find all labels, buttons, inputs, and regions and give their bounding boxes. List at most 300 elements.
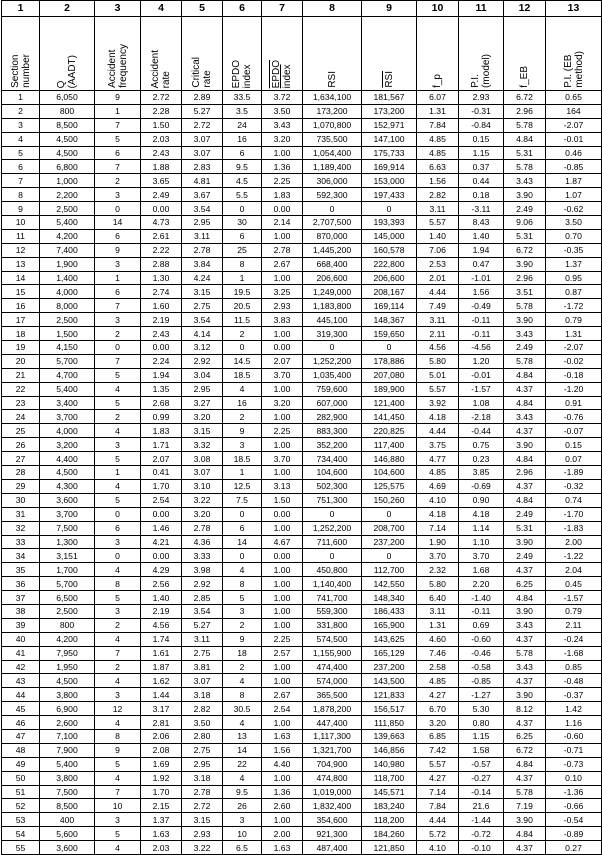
table-cell: 1.07 — [546, 188, 602, 202]
table-cell: 5.57 — [417, 757, 459, 771]
table-row — [2, 702, 602, 716]
table-cell: 1.42 — [546, 702, 602, 716]
table-cell: 237,200 — [362, 535, 417, 549]
header-rsi: RSI — [303, 17, 362, 91]
table-cell: 5 — [2, 146, 40, 160]
table-cell: 2.85 — [182, 591, 223, 605]
table-cell: 10 — [2, 216, 40, 230]
table-cell: 1.36 — [262, 785, 303, 799]
table-cell: 0.00 — [262, 341, 303, 355]
table-cell: 883,300 — [303, 424, 362, 438]
table-cell: 365,500 — [303, 688, 362, 702]
table-cell: 1.70 — [141, 479, 182, 493]
table-cell: 474,800 — [303, 771, 362, 785]
table-cell: 1.60 — [141, 299, 182, 313]
table-row — [2, 313, 602, 327]
table-cell: 147,100 — [362, 132, 417, 146]
table-cell: 0.74 — [546, 493, 602, 507]
table-cell: 2.49 — [504, 202, 546, 216]
table-cell: 37 — [2, 591, 40, 605]
table-cell: 1.40 — [417, 229, 459, 243]
table-row — [2, 188, 602, 202]
table-cell: -0.89 — [546, 827, 602, 841]
table-cell: 0.37 — [459, 160, 504, 174]
table-cell: 9 — [223, 632, 262, 646]
table-cell: 3.27 — [182, 396, 223, 410]
table-cell: 23 — [2, 396, 40, 410]
table-cell: -0.49 — [459, 299, 504, 313]
table-cell: 4,700 — [40, 368, 95, 382]
table-cell: 3 — [95, 438, 141, 452]
table-cell: 6 — [223, 521, 262, 535]
table-cell: 2.56 — [141, 577, 182, 591]
table-cell: 1,019,000 — [303, 785, 362, 799]
table-cell: 189,900 — [362, 382, 417, 396]
table-cell: 11 — [2, 229, 40, 243]
table-cell: 3.11 — [182, 229, 223, 243]
table-cell: 2.43 — [141, 327, 182, 341]
table-cell: -1.01 — [459, 271, 504, 285]
table-cell: 2.75 — [182, 743, 223, 757]
table-cell: 4.56 — [141, 618, 182, 632]
table-cell: -0.02 — [546, 354, 602, 368]
table-row — [2, 202, 602, 216]
table-cell: 11.5 — [223, 313, 262, 327]
table-cell: 33.5 — [223, 91, 262, 105]
table-cell: 0 — [223, 341, 262, 355]
table-cell: 3.84 — [182, 257, 223, 271]
table-cell: 1,634,100 — [303, 91, 362, 105]
table-cell: 33 — [2, 535, 40, 549]
header-pi-model: P.I. (model) — [459, 17, 504, 91]
table-cell: 1.00 — [262, 591, 303, 605]
table-cell: 3.11 — [417, 604, 459, 618]
table-cell: 6 — [95, 285, 141, 299]
table-cell: -0.60 — [459, 632, 504, 646]
table-cell: 2.75 — [182, 299, 223, 313]
table-cell: 112,700 — [362, 563, 417, 577]
table-cell: 7.46 — [417, 646, 459, 660]
table-cell: 5.57 — [417, 382, 459, 396]
table-cell: 1.56 — [459, 285, 504, 299]
table-cell: 6 — [2, 160, 40, 174]
table-cell: 5.78 — [504, 160, 546, 174]
table-cell: 9 — [95, 243, 141, 257]
table-cell: 3.72 — [262, 91, 303, 105]
table-cell: 55 — [2, 841, 40, 855]
table-cell: 3.67 — [182, 188, 223, 202]
table-row — [2, 424, 602, 438]
table-cell: 8 — [95, 729, 141, 743]
table-cell: 3 — [223, 604, 262, 618]
table-row — [2, 771, 602, 785]
table-cell: 183,240 — [362, 799, 417, 813]
table-cell: 5.78 — [504, 646, 546, 660]
table-cell: -1.89 — [546, 466, 602, 480]
table-cell: 4.60 — [417, 632, 459, 646]
table-cell: 46 — [2, 716, 40, 730]
table-cell: 1,054,400 — [303, 146, 362, 160]
table-cell: 24 — [223, 118, 262, 132]
table-cell: -0.66 — [546, 799, 602, 813]
table-cell: 6,050 — [40, 91, 95, 105]
table-cell: 207,080 — [362, 368, 417, 382]
table-cell: 3.43 — [262, 118, 303, 132]
table-cell: 502,300 — [303, 479, 362, 493]
table-cell: 2.25 — [262, 424, 303, 438]
table-cell: 6,800 — [40, 160, 95, 174]
table-cell: 4,000 — [40, 285, 95, 299]
table-cell: 3.83 — [262, 313, 303, 327]
table-row — [2, 785, 602, 799]
table-cell: 4.14 — [182, 327, 223, 341]
table-cell: 22 — [223, 757, 262, 771]
table-row — [2, 382, 602, 396]
table-cell: 592,300 — [303, 188, 362, 202]
table-cell: 1,500 — [40, 327, 95, 341]
table-cell: 2,500 — [40, 202, 95, 216]
table-cell: 4,200 — [40, 632, 95, 646]
table-cell: 9 — [223, 424, 262, 438]
table-cell: 1.58 — [459, 743, 504, 757]
table-cell: 6.72 — [504, 743, 546, 757]
table-cell: 10 — [223, 827, 262, 841]
table-cell: 3.90 — [504, 438, 546, 452]
table-cell: 5 — [95, 493, 141, 507]
table-cell: 4.27 — [417, 688, 459, 702]
table-cell: 0 — [303, 341, 362, 355]
table-cell: 0.00 — [141, 507, 182, 521]
table-cell: -0.84 — [459, 118, 504, 132]
table-cell: 2.06 — [141, 729, 182, 743]
table-cell: 4.37 — [504, 716, 546, 730]
table-cell: 2 — [2, 104, 40, 118]
table-cell: 2.11 — [417, 327, 459, 341]
table-cell: 4.29 — [141, 563, 182, 577]
table-row — [2, 257, 602, 271]
table-row — [2, 216, 602, 230]
table-cell: 3 — [2, 118, 40, 132]
table-cell: 18 — [2, 327, 40, 341]
table-cell: 4,500 — [40, 146, 95, 160]
table-cell: 282,900 — [303, 410, 362, 424]
table-cell: 142,550 — [362, 577, 417, 591]
table-cell: 4 — [95, 632, 141, 646]
table-cell: 4.85 — [417, 146, 459, 160]
table-cell: 1 — [95, 104, 141, 118]
table-cell: 3.50 — [546, 216, 602, 230]
table-cell: 9 — [95, 91, 141, 105]
table-cell: -0.10 — [459, 841, 504, 855]
table-cell: 3 — [223, 813, 262, 827]
table-cell: -0.18 — [546, 368, 602, 382]
table-cell: 5 — [95, 368, 141, 382]
table-row — [2, 577, 602, 591]
table-cell: 8.43 — [459, 216, 504, 230]
table-cell: 2,600 — [40, 716, 95, 730]
table-cell: 9 — [95, 743, 141, 757]
header-fp: f_p — [417, 17, 459, 91]
table-cell: 5.80 — [417, 577, 459, 591]
table-cell: 45 — [2, 702, 40, 716]
table-cell: 0.47 — [459, 257, 504, 271]
table-cell: 19.5 — [223, 285, 262, 299]
table-cell: 143,500 — [362, 674, 417, 688]
table-cell: 6 — [95, 146, 141, 160]
table-cell: 4.67 — [262, 535, 303, 549]
table-cell: 4 — [95, 841, 141, 855]
table-cell: 0.46 — [546, 146, 602, 160]
table-cell: 2.92 — [182, 354, 223, 368]
table-cell: 487,400 — [303, 841, 362, 855]
table-row — [2, 563, 602, 577]
table-cell: 3.43 — [504, 327, 546, 341]
table-cell: 4.18 — [459, 507, 504, 521]
table-cell: 3.10 — [182, 479, 223, 493]
table-cell: 35 — [2, 563, 40, 577]
table-cell: -0.07 — [546, 424, 602, 438]
table-cell: 2.07 — [262, 354, 303, 368]
table-cell: 1,140,400 — [303, 577, 362, 591]
table-cell: 7.84 — [417, 799, 459, 813]
table-cell: 7.84 — [417, 118, 459, 132]
table-cell: 1 — [223, 466, 262, 480]
table-cell: 5 — [95, 396, 141, 410]
table-cell: 1 — [2, 91, 40, 105]
table-cell: 3.07 — [182, 146, 223, 160]
table-cell: 1.63 — [141, 827, 182, 841]
table-cell: 0.07 — [546, 452, 602, 466]
header-pi-eb-method: P.I. (EB method) — [546, 17, 602, 91]
table-cell: 3.07 — [182, 466, 223, 480]
table-cell: 0 — [95, 202, 141, 216]
table-cell: -0.37 — [546, 688, 602, 702]
table-cell: 2.96 — [504, 271, 546, 285]
table-cell: 3.92 — [417, 396, 459, 410]
header-feb: f_EB — [504, 17, 546, 91]
table-cell: 24 — [2, 410, 40, 424]
table-cell: 4.84 — [504, 757, 546, 771]
table-cell: 1.00 — [262, 577, 303, 591]
table-cell: -4.56 — [459, 341, 504, 355]
table-cell: 2 — [95, 327, 141, 341]
table-cell: 173,200 — [303, 104, 362, 118]
table-cell: 0.80 — [459, 716, 504, 730]
table-cell: 6.70 — [417, 702, 459, 716]
table-cell: 5.27 — [182, 618, 223, 632]
table-cell: 20.5 — [223, 299, 262, 313]
table-cell: 152,971 — [362, 118, 417, 132]
table-cell: 125,575 — [362, 479, 417, 493]
table-row — [2, 479, 602, 493]
table-cell: 7,500 — [40, 785, 95, 799]
table-cell: 1.50 — [262, 493, 303, 507]
table-cell: 169,914 — [362, 160, 417, 174]
table-row — [2, 493, 602, 507]
table-cell: 3,700 — [40, 410, 95, 424]
table-cell: 7,400 — [40, 243, 95, 257]
table-cell: 1,700 — [40, 563, 95, 577]
table-cell: 1.00 — [262, 410, 303, 424]
table-cell: 1.00 — [262, 438, 303, 452]
table-cell: 2.58 — [417, 660, 459, 674]
table-cell: 6 — [95, 229, 141, 243]
table-cell: 3.43 — [504, 410, 546, 424]
table-cell: 1,000 — [40, 174, 95, 188]
table-cell: 3.15 — [182, 813, 223, 827]
table-cell: 206,600 — [303, 271, 362, 285]
header-accident-frequency: Accident frequency — [95, 17, 141, 91]
table-body — [2, 91, 602, 855]
table-cell: 3.20 — [417, 716, 459, 730]
table-cell: 8 — [223, 577, 262, 591]
table-cell: 1.83 — [262, 188, 303, 202]
table-cell: 3.20 — [262, 132, 303, 146]
table-cell: 47 — [2, 729, 40, 743]
table-cell: 146,856 — [362, 743, 417, 757]
table-cell: 42 — [2, 660, 40, 674]
table-cell: 1.20 — [459, 354, 504, 368]
table-cell: 0 — [362, 341, 417, 355]
table-cell: 121,850 — [362, 841, 417, 855]
column-number: 10 — [417, 1, 459, 17]
table-cell: 0.45 — [546, 577, 602, 591]
table-cell: 2.49 — [504, 549, 546, 563]
table-cell: -1.72 — [546, 299, 602, 313]
table-cell: 49 — [2, 757, 40, 771]
table-cell: 8 — [223, 688, 262, 702]
table-cell: -0.32 — [546, 479, 602, 493]
table-cell: 44 — [2, 688, 40, 702]
table-cell: 1,300 — [40, 535, 95, 549]
column-number: 5 — [182, 1, 223, 17]
table-cell: 1.56 — [417, 174, 459, 188]
table-cell: 6.07 — [417, 91, 459, 105]
table-cell: 0.69 — [459, 618, 504, 632]
table-cell: 4.84 — [504, 493, 546, 507]
table-cell: 153,000 — [362, 174, 417, 188]
table-cell: 3.25 — [262, 285, 303, 299]
table-cell: 21 — [2, 368, 40, 382]
table-cell: 1.14 — [459, 521, 504, 535]
table-cell: 0.41 — [141, 466, 182, 480]
table-cell: 2.81 — [141, 716, 182, 730]
table-cell: -0.31 — [459, 104, 504, 118]
table-cell: 1.90 — [417, 535, 459, 549]
table-cell: 3.43 — [504, 174, 546, 188]
table-cell: -1.20 — [546, 382, 602, 396]
table-cell: 1.36 — [262, 160, 303, 174]
table-cell: 1.62 — [141, 674, 182, 688]
table-cell: 2.54 — [141, 493, 182, 507]
table-row — [2, 813, 602, 827]
table-row — [2, 243, 602, 257]
table-cell: 20 — [2, 354, 40, 368]
table-cell: 2.43 — [141, 146, 182, 160]
table-cell: 1.00 — [262, 813, 303, 827]
table-cell: 40 — [2, 632, 40, 646]
table-cell: 1.00 — [262, 660, 303, 674]
table-row — [2, 716, 602, 730]
table-cell: 3.54 — [182, 604, 223, 618]
table-row — [2, 438, 602, 452]
table-cell: 4.85 — [417, 466, 459, 480]
table-cell: -0.48 — [546, 674, 602, 688]
table-cell: 18.5 — [223, 452, 262, 466]
table-cell: 220,825 — [362, 424, 417, 438]
table-cell: 2.08 — [141, 743, 182, 757]
table-cell: 6.63 — [417, 160, 459, 174]
table-cell: 14 — [223, 743, 262, 757]
table-cell: 7 — [95, 354, 141, 368]
table-row — [2, 535, 602, 549]
header-section-number: Section number — [2, 17, 40, 91]
table-cell: 5.30 — [459, 702, 504, 716]
table-cell: 1.08 — [459, 396, 504, 410]
table-cell: 1.88 — [141, 160, 182, 174]
table-cell: 1.87 — [141, 660, 182, 674]
table-cell: 16 — [2, 299, 40, 313]
table-cell: 3.17 — [141, 702, 182, 716]
column-number: 3 — [95, 1, 141, 17]
table-cell: 12.5 — [223, 479, 262, 493]
table-cell: 2.67 — [262, 688, 303, 702]
table-row — [2, 229, 602, 243]
table-cell: 8 — [223, 257, 262, 271]
table-cell: 3 — [95, 535, 141, 549]
table-row — [2, 368, 602, 382]
table-cell: 2.01 — [417, 271, 459, 285]
table-cell: -0.24 — [546, 632, 602, 646]
table-cell: 7.49 — [417, 299, 459, 313]
table-cell: 1.40 — [459, 229, 504, 243]
table-cell: 0.87 — [546, 285, 602, 299]
table-cell: 1.00 — [262, 466, 303, 480]
table-cell: 1.00 — [262, 563, 303, 577]
table-cell: -0.57 — [459, 757, 504, 771]
table-cell: 4 — [223, 716, 262, 730]
table-cell: 0.00 — [141, 202, 182, 216]
table-cell: 1.00 — [262, 604, 303, 618]
table-cell: 7 — [95, 785, 141, 799]
header-aadt: Q (AADT) — [40, 17, 95, 91]
table-cell: 1.15 — [459, 146, 504, 160]
table-cell: 3.54 — [182, 313, 223, 327]
table-cell: 3.98 — [182, 563, 223, 577]
table-cell: 3 — [95, 604, 141, 618]
table-cell: 145,571 — [362, 785, 417, 799]
table-cell: 3.90 — [504, 257, 546, 271]
table-cell: 3.15 — [182, 285, 223, 299]
table-cell: 165,129 — [362, 646, 417, 660]
table-cell: 1.31 — [546, 327, 602, 341]
table-cell: 1 — [223, 271, 262, 285]
table-cell: 4.44 — [417, 424, 459, 438]
table-cell: 3 — [95, 257, 141, 271]
table-row — [2, 146, 602, 160]
table-cell: 4.77 — [417, 452, 459, 466]
table-cell: 2.24 — [141, 354, 182, 368]
header-rsi-mean: RSI — [362, 17, 417, 91]
table-cell: 1.74 — [141, 632, 182, 646]
table-cell: 800 — [40, 618, 95, 632]
table-cell: 1.70 — [141, 785, 182, 799]
table-row — [2, 674, 602, 688]
table-cell: 22 — [2, 382, 40, 396]
table-row — [2, 604, 602, 618]
table-cell: 1.71 — [141, 438, 182, 452]
table-cell: 164 — [546, 104, 602, 118]
